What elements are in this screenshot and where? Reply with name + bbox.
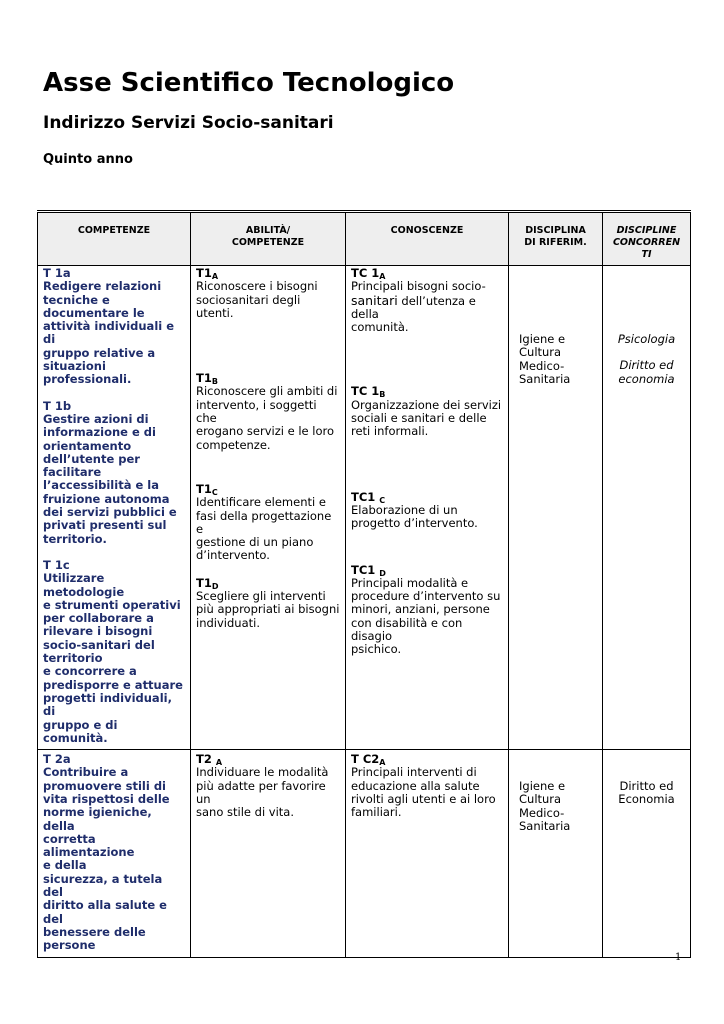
abilita-cell	[191, 266, 346, 750]
abilita-t1c: $T1_C$ Identificare elementi e fasi della progettazione e gestione di un piano d’intervento.	[196, 481, 332, 563]
conoscenze-cell: T $C2_A$ Principali interventi di educazione alla salute rivolti agli utenti e ai loro familiari.	[346, 750, 509, 957]
conoscenza-tc1b: TC $1_B$ Organizzazione dei servizi sociali e sanitari e delle reti informali.	[351, 384, 502, 439]
competenze-cell	[38, 266, 191, 750]
header-abilita: ABILITÀ/ COMPETENZE	[191, 212, 346, 266]
abilita-cell: T2 $_A$ Individuare le modalità più adatte per favorire un sano stile di vita.	[191, 750, 346, 957]
header-competenze: COMPETENZE	[38, 212, 191, 266]
header-disciplina: DISCIPLINA DI RIFERIM.	[509, 212, 603, 266]
competenze-cell: T 2a Contribuire a promuovere stili di vita rispettosi delle norme igieniche, della corretta alimentazione e della sicurezza, a tutela del diritto alla salute e del benessere delle persone	[38, 750, 191, 957]
curriculum-table	[37, 210, 691, 958]
discipline-concorrenti-cell: Diritto ed Economia	[603, 750, 691, 957]
table-row	[38, 266, 691, 750]
competenza-t1c: T 1c Utilizzare metodologie e strumenti operativi per collaborare a rilevare i bisogni socio-sanitari del territorio e concorrere a predisporre e attuare progetti individuali, di gruppo e di comunità.	[43, 557, 183, 745]
page-title: Asse Scientifico Tecnologico	[43, 68, 455, 98]
conoscenza-tc1d: TC1 $_D$ Principali modalità e procedure d’intervento su minori, anziani, persone con disabilità e con disagio psichico.	[351, 562, 501, 657]
header-discipline-concorrenti: DISCIPLINE CONCORREN TI	[603, 212, 691, 266]
abilita-t1d: $T1_D$ Scegliere gli interventi più appropriati ai bisogni individuati.	[196, 575, 340, 630]
conoscenza-tc1c: TC1 $_C$ Elaborazione di un progetto d’intervento.	[351, 489, 478, 531]
conoscenza-tc1a: TC $1_A$ Principali bisogni socio- sanitari dell’utenza e della comunità.	[351, 266, 486, 335]
discipline-concorrenti-cell: Psicologia Diritto ed economia	[603, 266, 691, 750]
abilita-t1a: $T1_A$ Riconoscere i bisogni sociosanitari degli utenti.	[196, 266, 318, 320]
conoscenze-cell	[346, 266, 509, 750]
header-conoscenze: CONOSCENZE	[346, 212, 509, 266]
disciplina-cell: Igiene e Cultura Medico- Sanitaria	[509, 750, 603, 957]
year-heading: Quinto anno	[43, 152, 133, 167]
page-number: 1	[675, 952, 682, 963]
disciplina-cell: Igiene e Cultura Medico- Sanitaria	[509, 266, 603, 750]
table-row	[38, 750, 691, 957]
competenza-t1b: T 1b Gestire azioni di informazione e di orientamento dell’utente per facilitare l’accessibilità e la fruizione autonoma dei servizi pubblici e privati presenti sul territorio.	[43, 398, 177, 546]
page-subtitle: Indirizzo Servizi Socio-sanitari	[43, 113, 334, 133]
table-header-row	[38, 212, 691, 266]
competenza-t1a: T 1a Redigere relazioni tecniche e documentare le attività individuali e di gruppo relative a situazioni professionali.	[43, 266, 175, 387]
abilita-t1b: $T1_B$ Riconoscere gli ambiti di intervento, i soggetti che erogano servizi e le loro competenze.	[196, 371, 338, 452]
